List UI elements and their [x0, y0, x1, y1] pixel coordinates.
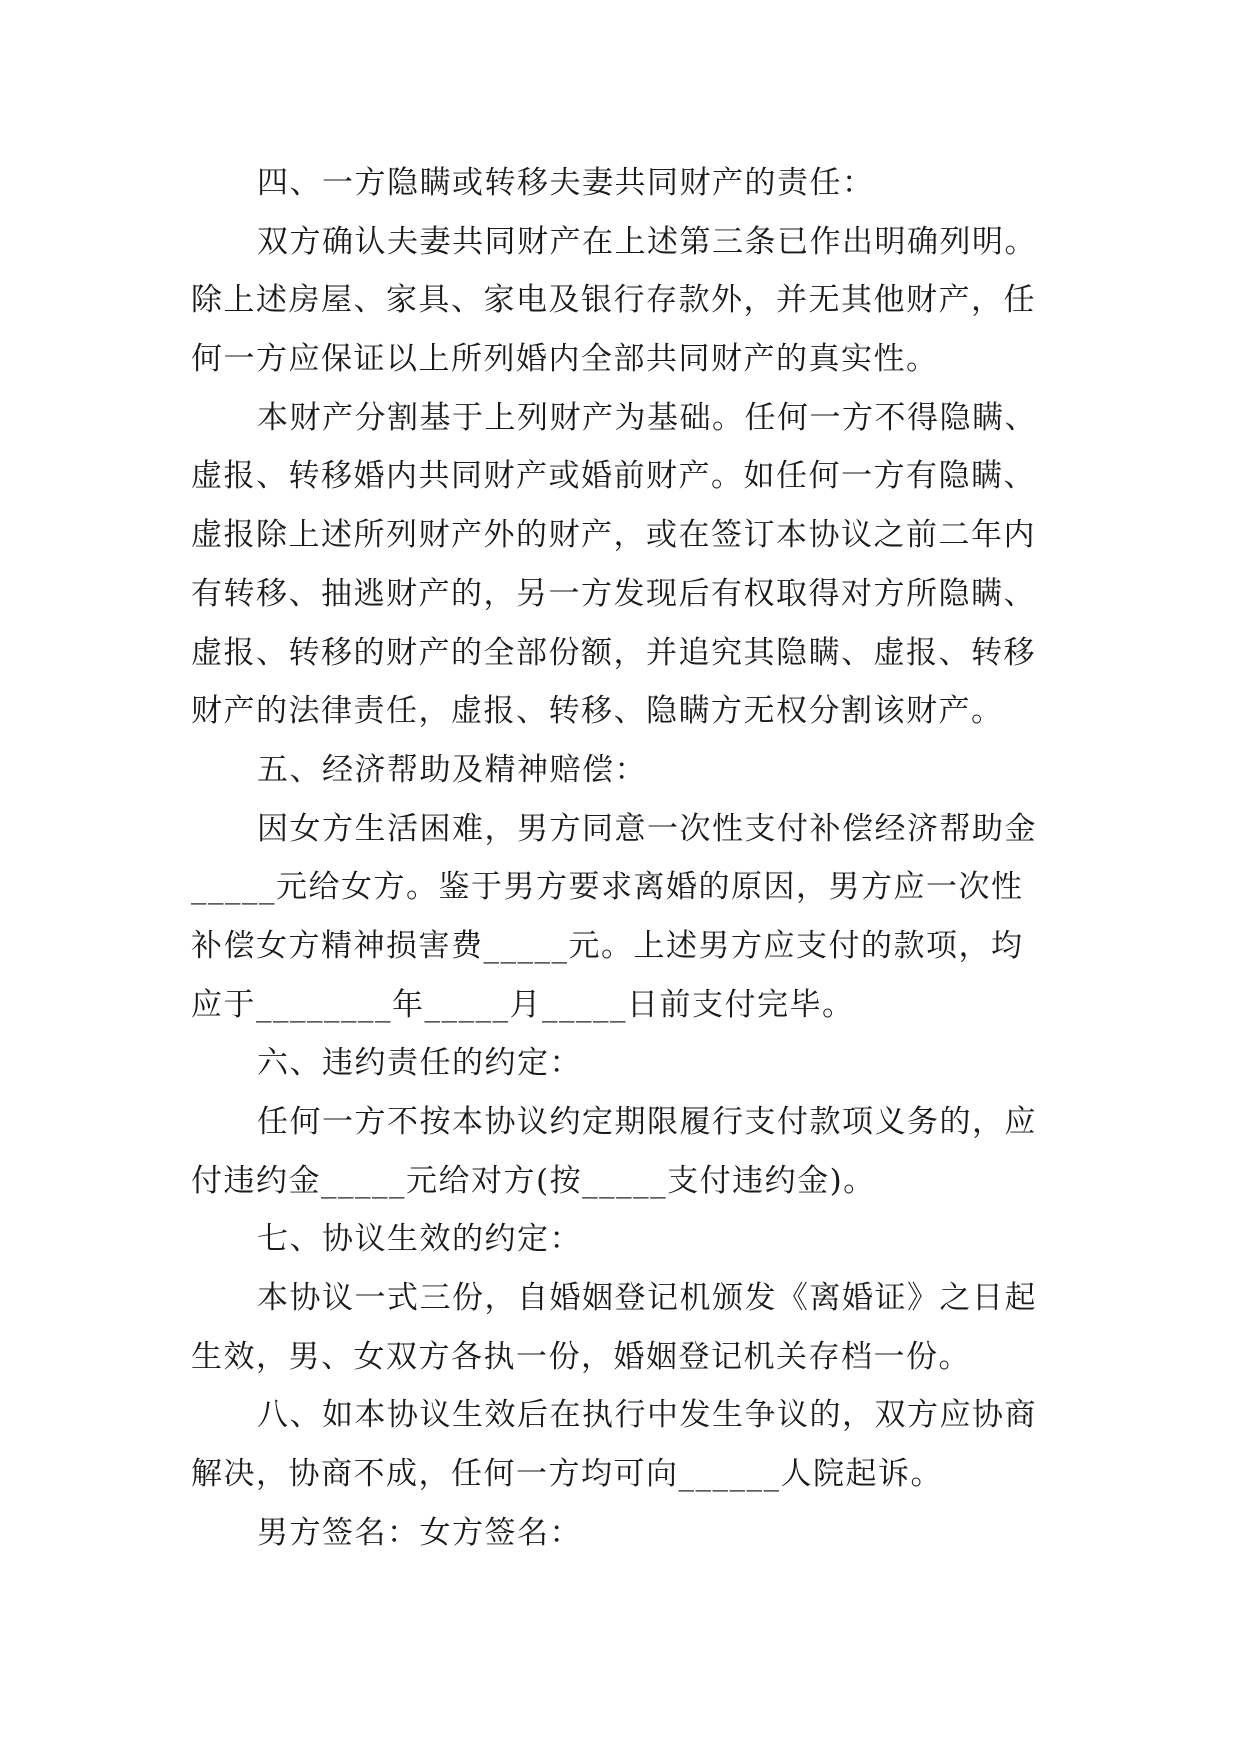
- paragraph-line: 何一方应保证以上所列婚内全部共同财产的真实性。: [191, 341, 939, 378]
- section-heading-dispute: 八、如本协议生效后在执行中发生争议的，双方应协商: [257, 1397, 1037, 1434]
- paragraph-line: 本财产分割基于上列财产为基础。任何一方不得隐瞒、: [257, 399, 1037, 436]
- paragraph-line: 虚报、转移婚内共同财产或婚前财产。如任何一方有隐瞒、: [191, 458, 1036, 495]
- paragraph-line: 本协议一式三份，自婚姻登记机颁发《离婚证》之日起: [257, 1280, 1037, 1317]
- paragraph-line: 虚报除上述所列财产外的财产，或在签订本协议之前二年内: [191, 517, 1036, 554]
- paragraph-line: 应于________年_____月_____日前支付完毕。: [191, 986, 855, 1023]
- section-heading-compensation: 五、经济帮助及精神赔偿：: [257, 751, 647, 788]
- paragraph-line: 除上述房屋、家具、家电及银行存款外，并无其他财产，任: [191, 282, 1036, 319]
- paragraph-line: 补偿女方精神损害费_____元。上述男方应支付的款项，均: [191, 927, 1024, 964]
- paragraph-line: 任何一方不按本协议约定期限履行支付款项义务的，应: [257, 1104, 1037, 1140]
- paragraph-line: 解决，协商不成，任何一方均可向______人院起诉。: [191, 1456, 943, 1493]
- paragraph-line: 财产的法律责任，虚报、转移、隐瞒方无权分割该财产。: [191, 693, 1004, 730]
- paragraph-line: 因女方生活困难，男方同意一次性支付补偿经济帮助金: [257, 810, 1037, 847]
- document-body: [191, 154, 1061, 1563]
- signature-line: 男方签名：女方签名：: [257, 1514, 582, 1551]
- paragraph-line: 双方确认夫妻共同财产在上述第三条已作出明确列明。: [257, 223, 1037, 260]
- section-heading-effectiveness: 七、协议生效的约定：: [257, 1221, 582, 1258]
- section-heading-concealment: 四、一方隐瞒或转移夫妻共同财产的责任：: [257, 165, 875, 201]
- paragraph-line: 虚报、转移的财产的全部份额，并追究其隐瞒、虚报、转移: [191, 634, 1036, 671]
- section-heading-breach: 六、违约责任的约定：: [257, 1045, 582, 1082]
- paragraph-line: _____元给女方。鉴于男方要求离婚的原因，男方应一次性: [191, 869, 1024, 906]
- paragraph-line: 付违约金_____元给对方(按_____支付违约金)。: [191, 1162, 876, 1199]
- paragraph-line: 生效，男、女双方各执一份，婚姻登记机关存档一份。: [191, 1338, 971, 1375]
- paragraph-line: 有转移、抽逃财产的，另一方发现后有权取得对方所隐瞒、: [191, 575, 1036, 612]
